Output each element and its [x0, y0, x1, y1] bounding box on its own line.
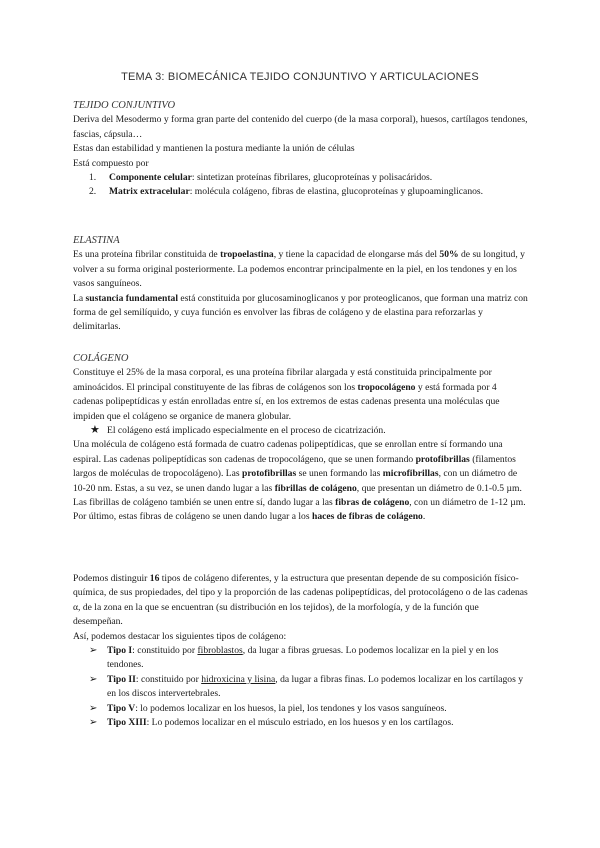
list-item: ➢ Tipo XIII: Lo podemos localizar en el músculo estriado, en los huesos y en los cartílagos.: [73, 716, 529, 730]
section-elastina: [73, 234, 529, 335]
list-number: 1.: [89, 172, 97, 184]
arrow-bullet-icon: ➢: [89, 645, 98, 657]
paragraph: La sustancia fundamental está constituida por glucosaminoglicanos y por proteoglicanos, que forman una matriz con forma de gel semilíquido, y cuya función es envolver las fibras de colágeno y de elastina para reforzarlas y delimitarlas.: [73, 292, 528, 333]
paragraph: Estas dan estabilidad y mantienen la postura mediante la unión de células: [73, 143, 355, 155]
arrow-list: [73, 644, 529, 730]
bullet-list: [73, 424, 529, 438]
paragraph: Es una proteína fibrilar constituida de tropoelastina, y tiene la capacidad de elongarse más del 50% de su longitud, y volver a su forma original posteriormente. La podemos encontrar principalmente en la piel, en los tendones y en los vasos sanguíneos.: [73, 249, 525, 290]
list-item: ➢ Tipo V: lo podemos localizar en los huesos, la piel, los tendones y los vasos sanguíneos.: [73, 702, 529, 716]
arrow-bullet-icon: ➢: [89, 673, 98, 685]
list-item: [73, 424, 529, 438]
list-item: ➢ Tipo I: constituido por fibroblastos, da lugar a fibras gruesas. Lo podemos localizar en la piel y en los tendones.: [89, 645, 499, 671]
list-item: [73, 185, 529, 199]
section-heading: TEJIDO CONJUNTIVO: [73, 100, 176, 111]
list-number: 2.: [89, 186, 97, 198]
paragraph: Así, podemos destacar los siguientes tipos de colágeno:: [73, 630, 287, 642]
section-colageno: [73, 352, 529, 525]
paragraph: Está compuesto por: [73, 157, 149, 169]
arrow-bullet-icon: ➢: [89, 717, 98, 729]
bold-term: Matrix extracelular: [109, 186, 190, 198]
item-text: : sintetizan proteínas fibrilares, glucoproteínas y polisacáridos.: [191, 172, 433, 184]
item-text: : molécula colágeno, fibras de elastina, glucoproteínas y glupoaminglicanos.: [189, 186, 484, 198]
section-heading: COLÁGENO: [73, 353, 129, 364]
paragraph: Constituye el 25% de la masa corporal, es una proteína fibrilar alargada y está constituida principalmente por aminoácidos. El principal constituyente de las fibras de colágenos son los tropocolágeno y está formada por 4 cadenas polipeptídicas y están enrolladas entre sí, en los extremos de estas cadenas presenta una moléculas que impiden que el colágeno se organice de manera globular.: [73, 367, 500, 422]
section-tipos-colageno: [73, 572, 529, 730]
paragraph: Deriva del Mesodermo y forma gran parte del contenido del cuerpo (de la masa corporal), huesos, cartílagos tendones, fascias, cápsula…: [73, 114, 528, 140]
item-text: El colágeno está implicado especialmente en el proceso de cicatrización.: [107, 425, 386, 437]
section-tejido-conjuntivo: [73, 99, 529, 200]
list-item: [73, 171, 529, 185]
arrow-bullet-icon: ➢: [89, 702, 98, 714]
star-icon: ★: [90, 424, 100, 437]
section-heading: ELASTINA: [73, 235, 120, 246]
list-item: ➢ Tipo II: constituido por hidroxicina y lisina, da lugar a fibras finas. Lo podemos localizar en los cartílagos y en los discos intervertebrales.: [89, 673, 524, 700]
paragraph: Una molécula de colágeno está formada de cuatro cadenas polipeptídicas, que se enrollan entre sí formando una espiral. Las cadenas polipeptídicas son cadenas de tropocolágeno, que se unen formando protofibrillas (filamentos largos de moléculas de tropocolágeno). Las protofibrillas se unen formando las microfibrillas, con un diámetro de 10-20 nm. Estas, a su vez, se unen dando lugar a las fibrillas de colágeno, que presentan un diámetro de 0.1-0.5 µm. Las fibrillas de colágeno también se unen entre sí, dando lugar a las fibras de colágeno, con un diámetro de 1-12 µm. Por último, estas fibras de colágeno se unen dando lugar a los haces de fibras de colágeno.: [73, 439, 526, 523]
page-title: TEMA 3: BIOMECÁNICA TEJIDO CONJUNTIVO Y ARTICULACIONES: [121, 71, 479, 83]
bold-term: Componente celular: [109, 172, 192, 184]
paragraph: Podemos distinguir 16 tipos de colágeno diferentes, y la estructura que presentan depende de su composición físico-química, de sus propiedades, del tipo y la proporción de las cadenas polipeptídicas, del protocolágeno o de las cadenas α, de la zona en la que se encuentran (su distribución en los tejidos), de la morfología, y de la función que desempeñan.: [73, 573, 528, 628]
numbered-list: [73, 171, 529, 200]
